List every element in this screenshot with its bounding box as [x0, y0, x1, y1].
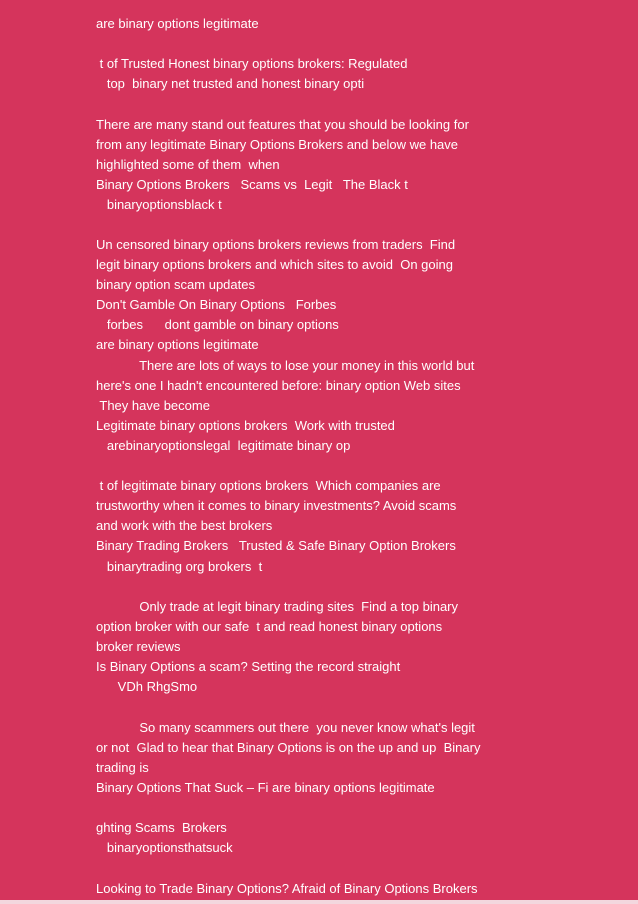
- text-line: Binary Options Brokers Scams vs Legit The Black t: [96, 177, 408, 192]
- text-line: and work with the best brokers: [96, 518, 273, 533]
- text-line: So many scammers out there you never know what's legit: [96, 720, 475, 735]
- text-line: Un censored binary options brokers reviews from traders Find: [96, 237, 456, 252]
- text-line: here's one I hadn't encountered before: binary option Web sites: [96, 378, 461, 393]
- text-line: binaryoptionsblack t: [96, 197, 222, 212]
- text-line: or not Glad to hear that Binary Options is on the up and up Binary: [96, 740, 481, 755]
- text-line: There are many stand out features that you should be looking for: [96, 117, 469, 132]
- text-line: binarytrading org brokers t: [96, 559, 263, 574]
- text-line: ghting Scams Brokers: [96, 820, 227, 835]
- text-line: from any legitimate Binary Options Brokers and below we have: [96, 137, 459, 152]
- text-line: t of legitimate binary options brokers Which companies are: [96, 478, 441, 493]
- text-line: Only trade at legit binary trading sites Find a top binary: [96, 599, 459, 614]
- text-line: trading is: [96, 760, 149, 775]
- text-line: There are lots of ways to lose your money in this world but: [96, 358, 475, 373]
- text-line: broker reviews: [96, 639, 181, 654]
- text-line: Legitimate binary options brokers Work with trusted: [96, 418, 395, 433]
- text-line: Binary Options That Suck – Fi are binary options legitimate: [96, 780, 435, 795]
- text-line: Don't Gamble On Binary Options Forbes: [96, 297, 337, 312]
- text-line: Looking to Trade Binary Options? Afraid of Binary Options Brokers: [96, 881, 478, 896]
- text-line: binary option scam updates: [96, 277, 255, 292]
- text-line: binaryoptionsthatsuck: [96, 840, 233, 855]
- text-line: are binary options legitimate: [96, 337, 259, 352]
- page-bottom-edge: [0, 900, 638, 904]
- text-line: trustworthy when it comes to binary investments? Avoid scams: [96, 498, 457, 513]
- text-line: option broker with our safe t and read honest binary options: [96, 619, 443, 634]
- text-line: Is Binary Options a scam? Setting the record straight: [96, 659, 401, 674]
- text-line: t of Trusted Honest binary options brokers: Regulated: [96, 56, 408, 71]
- text-line: arebinaryoptionslegal legitimate binary op: [96, 438, 351, 453]
- text-line: highlighted some of them when: [96, 157, 280, 172]
- text-line: VDh RhgSmo: [96, 679, 198, 694]
- text-line: legit binary options brokers and which sites to avoid On going: [96, 257, 453, 272]
- text-line: forbes dont gamble on binary options: [96, 317, 339, 332]
- text-line: Binary Trading Brokers Trusted & Safe Binary Option Brokers: [96, 538, 456, 553]
- text-line: are binary options legitimate: [96, 16, 259, 31]
- text-line: They have become: [96, 398, 210, 413]
- text-line: top binary net trusted and honest binary opti: [96, 76, 365, 91]
